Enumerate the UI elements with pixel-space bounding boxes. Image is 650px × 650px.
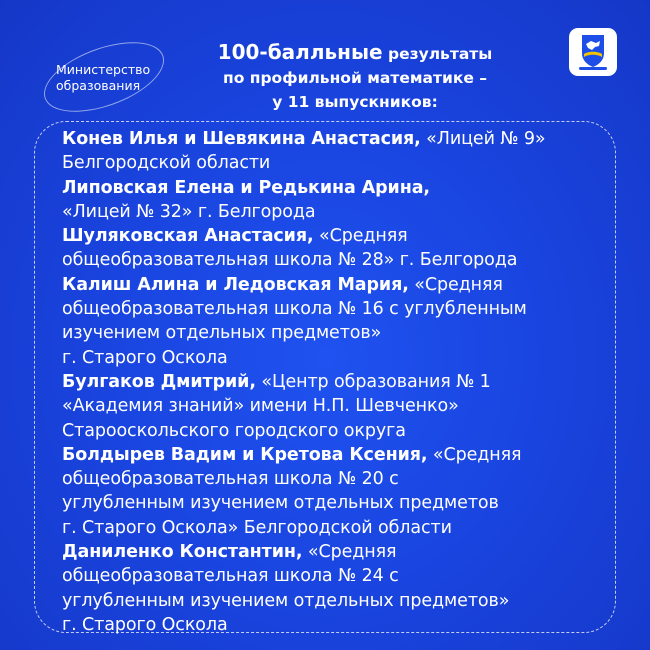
graduate-first-line	[62, 224, 622, 248]
graduate-school: «Средняя	[408, 274, 503, 295]
graduate-detail-line: общеобразовательная школа № 16 с углубленным	[62, 299, 527, 320]
graduate-detail-line: г. Старого Оскола» Белгородской области	[62, 517, 452, 538]
graduate-first-line	[62, 127, 622, 151]
graduate-school: «Средняя	[302, 542, 397, 563]
graduate-first-line	[62, 540, 622, 564]
title-line: у 11 выпускников:	[272, 93, 438, 111]
belgorod-region-emblem-icon	[569, 28, 617, 76]
graduate-detail-line: г. Старого Оскола	[62, 614, 228, 635]
graduate-detail-line: г. Старого Оскола	[62, 347, 228, 368]
graduate-first-line	[62, 176, 622, 200]
graduate-detail-line: общеобразовательная школа № 28» г. Белгорода	[62, 250, 518, 271]
ministry-label	[56, 62, 166, 94]
graduate-item	[62, 127, 622, 176]
graduate-school: «Средняя	[313, 226, 408, 247]
graduate-detail-line: «Лицей № 32» г. Белгорода	[62, 201, 316, 222]
graduate-detail-line: общеобразовательная школа № 20 с	[62, 469, 399, 490]
graduate-item	[62, 224, 622, 273]
graduate-detail-line: «Академия знаний» имени Н.П. Шевченко»	[62, 396, 459, 417]
graduate-first-line	[62, 273, 622, 297]
ministry-label-line: Министерство	[56, 62, 151, 77]
graduate-item	[62, 443, 622, 540]
graduate-item	[62, 540, 622, 637]
page-title	[175, 40, 535, 114]
graduate-name: Калиш Алина и Ледовская Мария,	[62, 274, 409, 295]
title-line: по профильной математике –	[223, 69, 487, 87]
graduate-name: Даниленко Константин,	[62, 542, 303, 563]
title-highlight: 100-балльные	[217, 40, 383, 64]
graduate-first-line	[62, 443, 622, 467]
graduate-name: Булгаков Дмитрий,	[62, 371, 256, 392]
graduate-detail-line: углубленным изучением отдельных предметов»	[62, 590, 510, 611]
graduate-item	[62, 176, 622, 225]
graduate-detail-line: общеобразовательная школа № 24 с	[62, 566, 399, 587]
graduate-name: Липовская Елена и Редькина Арина,	[62, 177, 430, 198]
graduates-list	[62, 127, 622, 637]
graduate-detail-line: углубленным изучением отдельных предметов	[62, 493, 499, 514]
graduate-name: Конев Илья и Шевякина Анастасия,	[62, 129, 421, 149]
graduate-detail-line: изучением отдельных предметов»	[62, 323, 382, 344]
title-rest: результаты	[382, 45, 493, 63]
graduate-detail-line: Белгородской области	[62, 153, 271, 174]
ministry-label-line: образования	[56, 78, 141, 93]
graduate-detail-line: Старооскольского городского округа	[62, 420, 406, 441]
graduate-item	[62, 370, 622, 443]
graduate-school: «Средняя	[427, 444, 522, 465]
graduate-school: «Лицей № 9»	[420, 129, 546, 149]
graduate-school: «Центр образования № 1	[255, 371, 491, 392]
title-line	[175, 40, 535, 66]
graduate-first-line	[62, 370, 622, 394]
graduate-name: Шуляковская Анастасия,	[62, 226, 314, 247]
graduate-name: Болдырев Вадим и Кретова Ксения,	[62, 444, 428, 465]
graduate-item	[62, 273, 622, 370]
